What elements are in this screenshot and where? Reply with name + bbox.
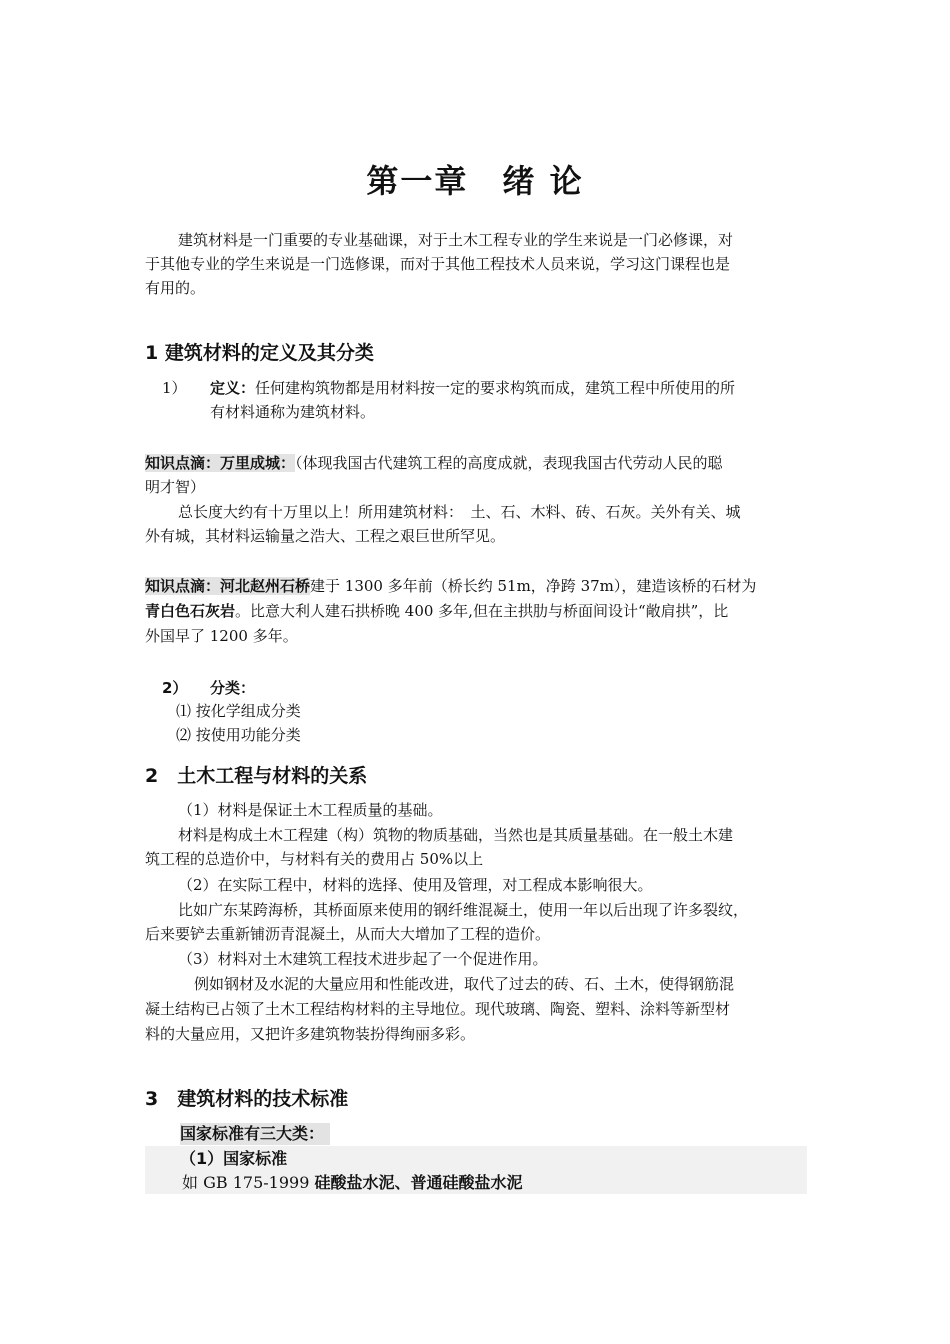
sec2-point-3: （3）材料对土木建筑工程技术进步起了一个促进作用。 <box>178 950 548 968</box>
sec2-point-1: （1）材料是保证土木工程质量的基础。 <box>178 801 443 819</box>
standards-label: 国家标准有三大类： <box>180 1123 330 1145</box>
standard-example-name: 硅酸盐水泥、普通硅酸盐水泥 <box>314 1173 523 1192</box>
tip-2-text-2: 。比意大利人建石拱桥晚 400 多年,但在主拱肋与桥面间设计“敞肩拱”，比 <box>235 602 729 620</box>
tip-1-line-2: 明才智） <box>145 478 206 496</box>
definition-number: 1） <box>162 379 187 397</box>
sec2-para-1-line-1: 材料是构成土木工程建（构）筑物的物质基础，当然也是其质量基础。在一般土木建 <box>178 826 734 844</box>
classification-item-1: ⑴ 按化学组成分类 <box>176 702 301 720</box>
tip-1-line-1 <box>145 451 723 475</box>
tip-1-label: 知识点滴：万里成城： <box>145 454 296 472</box>
tip-2-text-1: 建于 1300 多年前（桥长约 51m，净跨 37m），建造该桥的石材为 <box>310 577 757 595</box>
standard-example-code: 如 GB 175-1999 <box>182 1173 315 1192</box>
intro-line-1: 建筑材料是一门重要的专业基础课，对于土木工程专业的学生来说是一门必修课，对 <box>178 231 734 249</box>
tip-1-text-1: （体现我国古代建筑工程的高度成就，表现我国古代劳动人民的聪 <box>295 454 723 472</box>
tip-1-body-2: 外有城，其材料运输量之浩大、工程之艰巨世所罕见。 <box>145 527 506 545</box>
section-2-heading: 2 土木工程与材料的关系 <box>145 765 368 787</box>
standard-example-line <box>182 1171 522 1195</box>
tip-2-line-3: 外国早了 1200 多年。 <box>145 627 298 645</box>
section-3-heading: 3 建筑材料的技术标准 <box>145 1088 349 1110</box>
tip-1-body-1: 总长度大约有十万里以上！所用建筑材料： 土、石、木料、砖、石灰。关外有关、城 <box>178 503 741 521</box>
intro-line-3: 有用的。 <box>145 279 206 297</box>
tip-2-label: 知识点滴：河北赵州石桥 <box>145 577 311 595</box>
sec2-para-2-line-2: 后来要铲去重新铺沥青混凝土，从而大大增加了工程的造价。 <box>145 925 551 943</box>
sec2-para-3-line-1: 例如钢材及水泥的大量应用和性能改进，取代了过去的砖、石、土木，使得钢筋混 <box>194 975 735 993</box>
definition-label: 定义： <box>210 379 256 397</box>
tip-2-line-1 <box>145 574 756 598</box>
tip-2-line-2 <box>145 599 728 623</box>
definition-line-2: 有材料通称为建筑材料。 <box>210 403 376 421</box>
classification-item-2: ⑵ 按使用功能分类 <box>176 726 301 744</box>
definition-line-1 <box>210 376 735 400</box>
sec2-para-1-line-2: 筑工程的总造价中，与材料有关的费用占 50%以上 <box>145 850 484 868</box>
chapter-title: 第一章 绪 论 <box>366 162 584 200</box>
sec2-para-3-line-2: 凝土结构已占领了土木工程结构材料的主导地位。现代玻璃、陶瓷、塑料、涂料等新型材 <box>145 1000 731 1018</box>
tip-2-bold-term: 青白色石灰岩 <box>145 602 236 620</box>
standard-type-1: （1）国家标准 <box>180 1149 288 1168</box>
intro-line-2: 于其他专业的学生来说是一门选修课，而对于其他工程技术人员来说，学习这门课程也是 <box>145 255 731 273</box>
sec2-para-2-line-1: 比如广东某跨海桥，其桥面原来使用的钢纤维混凝土，使用一年以后出现了许多裂纹， <box>178 901 749 919</box>
classification-number: 2） <box>162 679 188 697</box>
definition-text-1: 任何建构筑物都是用材料按一定的要求构筑而成，建筑工程中所使用的所 <box>255 379 736 397</box>
sec2-para-3-line-3: 料的大量应用，又把许多建筑物装扮得绚丽多彩。 <box>145 1025 476 1043</box>
classification-label: 分类： <box>210 679 256 697</box>
sec2-point-2: （2）在实际工程中，材料的选择、使用及管理，对工程成本影响很大。 <box>178 876 653 894</box>
section-1-heading: 1 建筑材料的定义及其分类 <box>145 342 374 364</box>
